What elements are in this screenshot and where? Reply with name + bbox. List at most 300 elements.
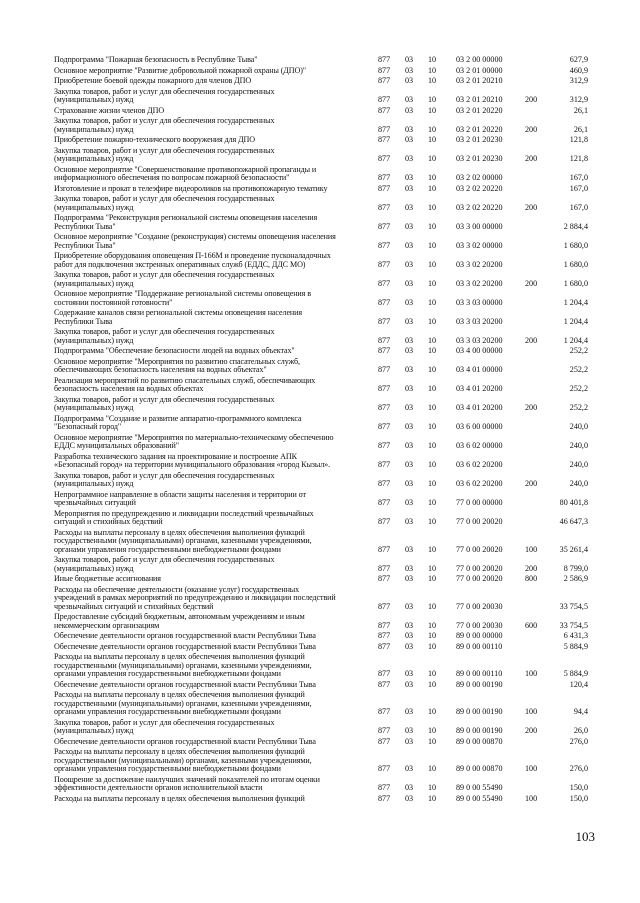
table-row xyxy=(0,328,640,347)
table-row xyxy=(0,77,640,88)
row-name-line: Приобретение боевой одежды пожарного для членов ДПО xyxy=(54,76,252,85)
admin-code-cell: 877 xyxy=(378,297,391,307)
amount-cell: 252,2 xyxy=(569,384,588,393)
amount-cell: 33 754,5 xyxy=(559,601,588,611)
table-row xyxy=(0,147,640,166)
subsection-cell: 10 xyxy=(428,124,437,134)
expense-type-cell: 200 xyxy=(525,479,538,488)
row-name-line: ЕДДС муниципальных образований" xyxy=(54,441,179,450)
row-name xyxy=(54,185,354,194)
row-name-line: информационного обеспечения по вопросам пожарной безопасности" xyxy=(54,173,290,182)
row-name xyxy=(54,117,354,134)
admin-code-cell: 877 xyxy=(378,736,391,746)
table-row xyxy=(0,136,640,147)
row-name-line: Основное мероприятие "Мероприятия по материально-техническому обеспечению xyxy=(54,432,334,442)
section-cell: 03 xyxy=(405,278,414,288)
row-name-line: Закупка товаров, работ и услуг для обеспечения государственных xyxy=(54,116,275,125)
row-name xyxy=(54,328,354,345)
section-cell: 03 xyxy=(405,641,414,651)
subsection-cell: 10 xyxy=(428,669,437,678)
row-name xyxy=(54,56,354,65)
subsection-cell: 10 xyxy=(428,65,437,75)
admin-code-cell: 877 xyxy=(378,365,391,374)
row-name-line: Поощрение за достижение наилучших значений показателей по итогам оценки xyxy=(54,774,320,784)
table-row xyxy=(0,252,640,271)
subsection-cell: 10 xyxy=(428,346,437,355)
row-name xyxy=(54,586,354,612)
row-name xyxy=(54,195,354,212)
row-name-line: государственными (муниципальными) органами, казенными учреждениями, xyxy=(54,755,312,765)
target-article-cell: 03 2 01 20230 xyxy=(456,135,503,144)
section-cell: 03 xyxy=(405,544,414,554)
row-name xyxy=(54,653,354,679)
admin-code-cell: 877 xyxy=(378,384,391,393)
row-name-line: безопасность населения на водных объектах xyxy=(54,384,204,393)
section-cell: 03 xyxy=(405,679,414,689)
row-name-line: Закупка товаров, работ и услуг для обеспечения государственных xyxy=(54,470,275,480)
amount-cell: 167,0 xyxy=(569,173,588,182)
subsection-cell: 10 xyxy=(428,479,437,488)
amount-cell: 46 647,3 xyxy=(559,517,588,526)
row-name-line: эффективности деятельности органов исполнительной власти xyxy=(54,783,263,792)
table-row xyxy=(0,653,640,681)
amount-cell: 252,2 xyxy=(569,403,588,412)
admin-code-cell: 877 xyxy=(378,95,391,104)
subsection-cell: 10 xyxy=(428,173,437,182)
row-name-line: (муниципальных) нужд xyxy=(54,335,134,345)
row-name xyxy=(54,252,354,269)
row-name-line: Содержание каналов связи региональной системы оповещения населения xyxy=(54,308,303,317)
section-cell: 03 xyxy=(405,346,414,355)
subsection-cell: 10 xyxy=(428,384,437,393)
admin-code-cell: 877 xyxy=(378,240,391,250)
table-row xyxy=(0,613,640,632)
table-row xyxy=(0,415,640,434)
row-name-line: органами управления государственными внебюджетными фондами xyxy=(54,764,281,773)
subsection-cell: 10 xyxy=(428,726,437,735)
row-name xyxy=(54,632,354,641)
target-article-cell: 03 3 03 00000 xyxy=(456,297,503,307)
row-name-line: Реализация мероприятий по развитию спасательных служб, обеспечивающих xyxy=(54,375,316,385)
row-name-line: чрезвычайных ситуаций xyxy=(54,498,136,507)
row-name-line: Республики Тыва" xyxy=(54,221,116,231)
section-cell: 03 xyxy=(405,202,414,212)
row-name xyxy=(54,233,354,250)
subsection-cell: 10 xyxy=(428,297,437,307)
section-cell: 03 xyxy=(405,498,414,507)
table-row xyxy=(0,556,640,575)
subsection-cell: 10 xyxy=(428,563,437,573)
admin-code-cell: 877 xyxy=(378,517,391,526)
subsection-cell: 10 xyxy=(428,783,437,792)
admin-code-cell: 877 xyxy=(378,631,391,640)
section-cell: 03 xyxy=(405,384,414,393)
row-name xyxy=(54,415,354,432)
row-name xyxy=(54,681,354,690)
amount-cell: 252,2 xyxy=(569,346,588,355)
row-name-line: Предоставление субсидий бюджетным, автономным учреждениям и иным xyxy=(54,612,305,621)
section-cell: 03 xyxy=(405,783,414,792)
subsection-cell: 10 xyxy=(428,240,437,250)
row-name-line: Мероприятия по предупреждению и ликвидации последствий чрезвычайных xyxy=(54,508,314,518)
target-article-cell: 89 0 00 00190 xyxy=(456,707,503,716)
admin-code-cell: 877 xyxy=(378,135,391,144)
amount-cell: 1 204,4 xyxy=(563,297,588,307)
subsection-cell: 10 xyxy=(428,365,437,374)
target-article-cell: 89 0 00 00870 xyxy=(456,736,503,746)
row-name-line: Республики Тыва" xyxy=(54,240,116,250)
row-name-line: Основное мероприятие "Поддержание региональной системы оповещения в xyxy=(54,289,311,298)
admin-code-cell: 877 xyxy=(378,335,391,345)
admin-code-cell: 877 xyxy=(378,544,391,554)
target-article-cell: 89 0 00 00000 xyxy=(456,631,503,640)
row-name xyxy=(54,434,354,451)
subsection-cell: 10 xyxy=(428,403,437,412)
expense-type-cell: 200 xyxy=(525,124,538,134)
table-row xyxy=(0,491,640,510)
target-article-cell: 03 2 01 20210 xyxy=(456,95,503,104)
row-name xyxy=(54,214,354,231)
subsection-cell: 10 xyxy=(428,95,437,104)
section-cell: 03 xyxy=(405,316,414,326)
admin-code-cell: 877 xyxy=(378,764,391,773)
row-name-line: органами управления государственными внебюджетными фондами xyxy=(54,669,281,678)
target-article-cell: 77 0 00 20030 xyxy=(456,601,503,611)
subsection-cell: 10 xyxy=(428,278,437,288)
row-name-line: Закупка товаров, работ и услуг для обеспечения государственных xyxy=(54,717,275,727)
subsection-cell: 10 xyxy=(428,259,437,269)
target-article-cell: 77 0 00 20020 xyxy=(456,574,503,583)
expense-type-cell: 100 xyxy=(525,793,538,803)
expense-type-cell: 600 xyxy=(525,620,538,630)
admin-code-cell: 877 xyxy=(378,641,391,651)
amount-cell: 26,1 xyxy=(573,124,588,134)
row-name xyxy=(54,88,354,105)
row-name-line: Обеспечение деятельности органов государственной власти Республики Тыва xyxy=(54,631,316,640)
row-name-line: состоянии постоянной готовности" xyxy=(54,297,173,307)
table-row xyxy=(0,88,640,107)
admin-code-cell: 877 xyxy=(378,793,391,803)
amount-cell: 1 204,4 xyxy=(563,316,588,326)
row-name-line: органами управления государственными внебюджетными фондами xyxy=(54,707,281,716)
section-cell: 03 xyxy=(405,259,414,269)
row-name xyxy=(54,575,354,584)
expense-type-cell: 800 xyxy=(525,574,538,583)
admin-code-cell: 877 xyxy=(378,105,391,115)
row-name xyxy=(54,748,354,774)
row-name-line: Расходы на выплаты персоналу в целях обеспечения выполнения функций xyxy=(54,747,305,756)
expense-type-cell: 100 xyxy=(525,669,538,678)
amount-cell: 26,0 xyxy=(573,726,588,735)
row-name xyxy=(54,491,354,508)
target-article-cell: 89 0 00 00870 xyxy=(456,764,503,773)
amount-cell: 121,8 xyxy=(569,154,588,163)
row-name-line: (муниципальных) нужд xyxy=(54,278,134,288)
row-name-line: (муниципальных) нужд xyxy=(54,95,134,104)
subsection-cell: 10 xyxy=(428,641,437,651)
row-name xyxy=(54,67,354,76)
target-article-cell: 89 0 00 55490 xyxy=(456,783,503,792)
row-name xyxy=(54,147,354,164)
row-name-line: работ для подключения экстренных оперативных служб (ЕДДС, ДДС МО) xyxy=(54,259,306,269)
target-article-cell: 89 0 00 00110 xyxy=(456,669,503,678)
amount-cell: 150,0 xyxy=(569,783,588,792)
target-article-cell: 77 0 00 20020 xyxy=(456,517,503,526)
row-name-line: Непрограммное направление в области защиты населения и территории от xyxy=(54,489,306,499)
section-cell: 03 xyxy=(405,65,414,75)
row-name-line: Обеспечение деятельности органов государственной власти Республики Тыва xyxy=(54,679,316,689)
section-cell: 03 xyxy=(405,297,414,307)
row-name xyxy=(54,776,354,793)
row-name-line: Обеспечение деятельности органов государственной власти Республики Тыва xyxy=(54,641,316,651)
subsection-cell: 10 xyxy=(428,707,437,716)
amount-cell: 5 884,9 xyxy=(563,641,588,651)
row-name-line: Закупка товаров, работ и услуг для обеспечения государственных xyxy=(54,327,275,336)
amount-cell: 240,0 xyxy=(569,422,588,431)
section-cell: 03 xyxy=(405,76,414,85)
admin-code-cell: 877 xyxy=(378,65,391,75)
subsection-cell: 10 xyxy=(428,736,437,746)
admin-code-cell: 877 xyxy=(378,202,391,212)
table-row xyxy=(0,358,640,377)
table-row xyxy=(0,214,640,233)
admin-code-cell: 877 xyxy=(378,278,391,288)
table-row xyxy=(0,691,640,719)
table-row xyxy=(0,377,640,396)
subsection-cell: 10 xyxy=(428,76,437,85)
row-name xyxy=(54,107,354,116)
section-cell: 03 xyxy=(405,707,414,716)
table-row xyxy=(0,795,640,806)
row-name-line: Расходы на выплаты персоналу в целях обеспечения выполнения функций xyxy=(54,690,305,699)
row-name-line: Подпрограмма "Пожарная безопасность в Республике Тыва" xyxy=(54,55,258,64)
target-article-cell: 03 2 01 20210 xyxy=(456,76,503,85)
admin-code-cell: 877 xyxy=(378,707,391,716)
table-row xyxy=(0,529,640,557)
admin-code-cell: 877 xyxy=(378,620,391,630)
admin-code-cell: 877 xyxy=(378,259,391,269)
table-row xyxy=(0,117,640,136)
row-name-line: (муниципальных) нужд xyxy=(54,154,134,163)
target-article-cell: 03 2 01 20220 xyxy=(456,124,503,134)
row-name-line: государственными (муниципальными) органами, казенными учреждениями, xyxy=(54,536,312,545)
admin-code-cell: 877 xyxy=(378,76,391,85)
row-name-line: Закупка товаров, работ и услуг для обеспечения государственных xyxy=(54,86,275,96)
row-name-line: Закупка товаров, работ и услуг для обеспечения государственных xyxy=(54,145,275,155)
target-article-cell: 03 4 01 20200 xyxy=(456,384,503,393)
row-name-line: "Безопасный город" xyxy=(54,422,122,431)
row-name-line: Подпрограмма "Реконструкция региональной системы оповещения населения xyxy=(54,213,318,222)
admin-code-cell: 877 xyxy=(378,669,391,678)
row-name-line: Изготовление и прокат в телеэфире видеороликов на противопожарную тематику xyxy=(54,183,328,193)
subsection-cell: 10 xyxy=(428,316,437,326)
admin-code-cell: 877 xyxy=(378,441,391,450)
section-cell: 03 xyxy=(405,669,414,678)
row-name-line: Расходы на выплаты персоналу в целях обеспечения выполнения функций xyxy=(54,652,305,661)
row-name xyxy=(54,271,354,288)
row-name-line: (муниципальных) нужд xyxy=(54,563,134,573)
section-cell: 03 xyxy=(405,422,414,431)
row-name-line: Расходы на обеспечение деятельности (оказание услуг) государственных xyxy=(54,584,300,594)
target-article-cell: 03 3 02 00000 xyxy=(456,240,503,250)
row-name xyxy=(54,290,354,307)
expense-type-cell: 100 xyxy=(525,764,538,773)
target-article-cell: 77 0 00 20020 xyxy=(456,544,503,554)
table-row xyxy=(0,233,640,252)
row-name-line: (муниципальных) нужд xyxy=(54,479,134,488)
amount-cell: 94,4 xyxy=(573,707,588,716)
row-name-line: Закупка товаров, работ и услуг для обеспечения государственных xyxy=(54,270,275,279)
row-name xyxy=(54,613,354,630)
row-name-line: Основное мероприятие "Совершенствование противопожарной пропаганды и xyxy=(54,164,317,174)
row-name xyxy=(54,358,354,375)
section-cell: 03 xyxy=(405,403,414,412)
table-row xyxy=(0,309,640,328)
subsection-cell: 10 xyxy=(428,460,437,469)
section-cell: 03 xyxy=(405,764,414,773)
row-name xyxy=(54,472,354,489)
row-name-line: Обеспечение деятельности органов государственной власти Республики Тыва xyxy=(54,736,316,746)
row-name-line: Основное мероприятие "Развитие добровольной пожарной охраны (ДПО)" xyxy=(54,65,307,75)
amount-cell: 312,9 xyxy=(569,95,588,104)
row-name-line: (муниципальных) нужд xyxy=(54,202,134,212)
row-name-line: Расходы на выплаты персоналу в целях обеспечения выполнения функций xyxy=(54,793,305,803)
admin-code-cell: 877 xyxy=(378,498,391,507)
target-article-cell: 03 4 00 00000 xyxy=(456,346,503,355)
expense-type-cell: 100 xyxy=(525,544,538,554)
table-row xyxy=(0,575,640,586)
table-row xyxy=(0,347,640,358)
expense-type-cell: 200 xyxy=(525,403,538,412)
target-article-cell: 03 2 01 20230 xyxy=(456,154,503,163)
admin-code-cell: 877 xyxy=(378,679,391,689)
admin-code-cell: 877 xyxy=(378,316,391,326)
row-name xyxy=(54,77,354,86)
row-name xyxy=(54,691,354,717)
admin-code-cell: 877 xyxy=(378,154,391,163)
subsection-cell: 10 xyxy=(428,601,437,611)
target-article-cell: 03 3 02 20200 xyxy=(456,278,503,288)
target-article-cell: 03 2 02 20220 xyxy=(456,183,503,193)
subsection-cell: 10 xyxy=(428,793,437,803)
section-cell: 03 xyxy=(405,183,414,193)
row-name-line: чрезвычайных ситуаций и стихийных бедствий xyxy=(54,601,214,611)
row-name-line: Подпрограмма "Обеспечение безопасности людей на водных объектах" xyxy=(54,346,295,355)
amount-cell: 2 586,9 xyxy=(563,574,588,583)
amount-cell: 120,4 xyxy=(569,679,588,689)
table-row xyxy=(0,453,640,472)
amount-cell: 240,0 xyxy=(569,441,588,450)
row-name-line: Страхование жизни членов ДПО xyxy=(54,105,165,115)
row-name-line: некоммерческим организациям xyxy=(54,620,160,630)
admin-code-cell: 877 xyxy=(378,479,391,488)
subsection-cell: 10 xyxy=(428,135,437,144)
amount-cell: 1 204,4 xyxy=(563,335,588,345)
admin-code-cell: 877 xyxy=(378,221,391,231)
row-name-line: (муниципальных) нужд xyxy=(54,726,134,735)
subsection-cell: 10 xyxy=(428,620,437,630)
admin-code-cell: 877 xyxy=(378,563,391,573)
expense-type-cell: 200 xyxy=(525,202,538,212)
table-row xyxy=(0,510,640,529)
section-cell: 03 xyxy=(405,460,414,469)
row-name xyxy=(54,719,354,736)
row-name xyxy=(54,396,354,413)
row-name xyxy=(54,136,354,145)
target-article-cell: 03 3 03 20200 xyxy=(456,316,503,326)
admin-code-cell: 877 xyxy=(378,726,391,735)
table-row xyxy=(0,632,640,643)
amount-cell: 26,1 xyxy=(573,105,588,115)
row-name xyxy=(54,795,354,804)
section-cell: 03 xyxy=(405,335,414,345)
section-cell: 03 xyxy=(405,574,414,583)
section-cell: 03 xyxy=(405,726,414,735)
subsection-cell: 10 xyxy=(428,422,437,431)
subsection-cell: 10 xyxy=(428,183,437,193)
amount-cell: 1 680,0 xyxy=(563,240,588,250)
row-name-line: органами управления государственными внебюджетными фондами xyxy=(54,544,281,554)
target-article-cell: 77 0 00 00000 xyxy=(456,498,503,507)
target-article-cell: 03 4 01 00000 xyxy=(456,365,503,374)
target-article-cell: 03 2 02 20220 xyxy=(456,202,503,212)
section-cell: 03 xyxy=(405,95,414,104)
amount-cell: 5 884,9 xyxy=(563,669,588,678)
amount-cell: 6 431,3 xyxy=(563,631,588,640)
admin-code-cell: 877 xyxy=(378,574,391,583)
target-article-cell: 03 2 01 20220 xyxy=(456,105,503,115)
table-row xyxy=(0,472,640,491)
table-row xyxy=(0,166,640,185)
expense-type-cell: 200 xyxy=(525,335,538,345)
amount-cell: 80 401,8 xyxy=(559,498,588,507)
subsection-cell: 10 xyxy=(428,105,437,115)
table-row xyxy=(0,271,640,290)
page-number: 103 xyxy=(575,829,595,844)
row-name-line: государственными (муниципальными) органами, казенными учреждениями, xyxy=(54,660,312,670)
row-name-line: Закупка товаров, работ и услуг для обеспечения государственных xyxy=(54,194,275,203)
target-article-cell: 03 2 00 00000 xyxy=(456,55,503,64)
table-row xyxy=(0,434,640,453)
section-cell: 03 xyxy=(405,55,414,64)
target-article-cell: 03 2 02 00000 xyxy=(456,173,503,182)
admin-code-cell: 877 xyxy=(378,422,391,431)
expense-type-cell: 200 xyxy=(525,154,538,163)
target-article-cell: 03 6 02 00000 xyxy=(456,441,503,450)
admin-code-cell: 877 xyxy=(378,346,391,355)
table-row xyxy=(0,776,640,795)
admin-code-cell: 877 xyxy=(378,183,391,193)
row-name-line: обеспечивающих безопасность населения на водных объектах" xyxy=(54,365,267,374)
admin-code-cell: 877 xyxy=(378,403,391,412)
expense-type-cell: 200 xyxy=(525,278,538,288)
table-row xyxy=(0,719,640,738)
amount-cell: 167,0 xyxy=(569,202,588,212)
row-name xyxy=(54,556,354,573)
section-cell: 03 xyxy=(405,135,414,144)
target-article-cell: 89 0 00 00190 xyxy=(456,726,503,735)
row-name-line: Республики Тыва xyxy=(54,316,113,326)
section-cell: 03 xyxy=(405,517,414,526)
row-name-line: учреждений в рамках мероприятий по предупреждению и ликвидации последствий xyxy=(54,593,336,602)
subsection-cell: 10 xyxy=(428,544,437,554)
amount-cell: 35 261,4 xyxy=(559,544,588,554)
admin-code-cell: 877 xyxy=(378,173,391,182)
subsection-cell: 10 xyxy=(428,202,437,212)
row-name-line: Основное мероприятие "Мероприятия по развитию спасательных служб, xyxy=(54,356,300,366)
target-article-cell: 77 0 00 20030 xyxy=(456,620,503,630)
row-name xyxy=(54,529,354,555)
